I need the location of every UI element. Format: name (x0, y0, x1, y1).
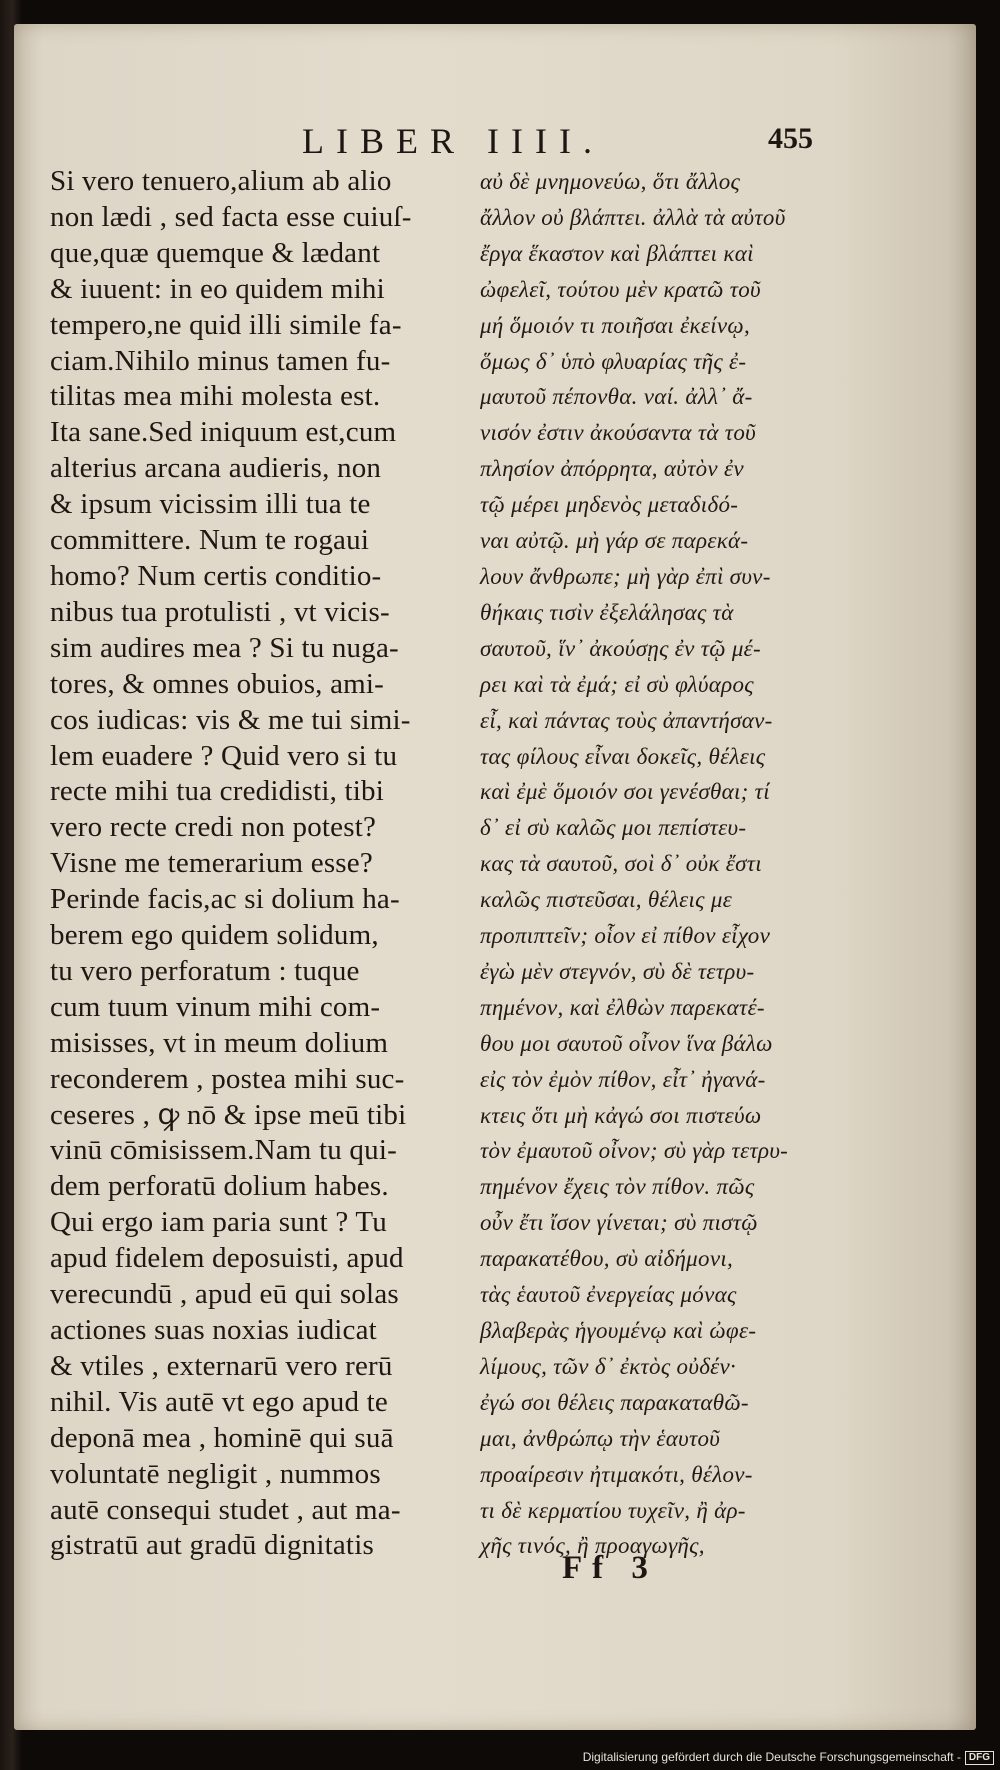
greek-text-line: τῷ μέρει μηδενὸς μεταδιδό- (480, 492, 739, 518)
greek-text-line: τὸν ἐμαυτοῦ οἶνον; σὺ γὰρ τετρυ- (480, 1138, 789, 1164)
latin-text-line: sim audires mea ? Si tu nuga- (50, 631, 399, 664)
latin-text-line: ciam.Nihilo minus tamen fu- (50, 344, 391, 377)
greek-text-line: καλῶς πιστεῦσαι, θέλεις με (480, 887, 733, 913)
greek-text-line: βλαβερὰς ἡγουμένῳ καὶ ὠφε- (480, 1318, 757, 1343)
greek-text-line: παρακατέθου, σὺ αἰδήμονι, (480, 1246, 734, 1272)
latin-text-line: ceseres , ꝙ nō & ipse meū tibi (50, 1098, 407, 1131)
greek-text-line: χῆς τινός, ἢ προαγωγῆς, (480, 1533, 705, 1559)
latin-text-line: committere. Num te rogaui (50, 524, 370, 557)
greek-text-line: κας τὰ σαυτοῦ, σοὶ δ᾽ οὐκ ἔστι (480, 851, 762, 877)
latin-text-line: actiones suas noxias iudicat (50, 1314, 377, 1346)
greek-text-line: κτεις ὅτι μὴ κἀγώ σοι πιστεύω (480, 1102, 762, 1128)
greek-text-line: εἶ, καὶ πάντας τοὺς ἀπαντήσαν- (480, 707, 773, 733)
greek-text-line: ναι αὐτῷ. μὴ γάρ σε παρεκά- (480, 528, 749, 554)
latin-text-line: deponā mea , hominē qui suā (50, 1421, 394, 1454)
greek-text-line: ἐγὼ μὲν στεγνόν, σὺ δὲ τετρυ- (480, 958, 755, 984)
greek-text-line: τὰς ἑαυτοῦ ἐνεργείας μόνας (480, 1282, 737, 1308)
greek-text-line: ἐγώ σοι θέλεις παρακαταθῶ- (480, 1389, 749, 1415)
greek-text-line: ὅμως δ᾽ ὑπὸ φλυαρίας τῆς ἐ- (480, 348, 747, 374)
latin-text-line: nihil. Vis autē vt ego apud te (50, 1385, 388, 1418)
latin-column (50, 164, 470, 1564)
greek-text-line: λίμους, τῶν δ᾽ ἐκτὸς οὐδέν· (480, 1353, 737, 1379)
greek-text-line: σαυτοῦ, ἵν᾽ ἀκούσῃς ἐν τῷ μέ- (480, 635, 761, 661)
greek-text-line: μή ὅμοιόν τι ποιῆσαι ἐκείνῳ, (480, 312, 751, 338)
latin-text-line: cum tuum vinum mihi com- (50, 990, 381, 1023)
greek-text-line: καὶ ἐμὲ ὅμοιόν σοι γενέσθαι; τί (480, 779, 770, 805)
latin-text-line: dem perforatū dolium habes. (50, 1170, 389, 1203)
dfg-logo: DFG (965, 1751, 994, 1765)
latin-text-line: que,quæ quemque & lædant (50, 236, 381, 269)
latin-text-line: Visne me temerarium esse? (50, 847, 373, 880)
latin-text-line: voluntatē negligit , nummos (50, 1457, 381, 1490)
greek-text-line: ἄλλον οὐ βλάπτει. ἀλλὰ τὰ αὐτοῦ (480, 204, 786, 230)
latin-text-line: tores, & omnes obuios, ami- (50, 667, 385, 700)
latin-text-line: reconderem , postea mihi suc- (50, 1062, 405, 1095)
greek-text-line: μαι, ἀνθρώπῳ τὴν ἑαυτοῦ (480, 1425, 721, 1451)
latin-text-line: tilitas mea mihi molesta est. (50, 380, 381, 413)
greek-text-line: θήκαις τισὶν ἐξελάλησας τὰ (480, 599, 734, 625)
greek-text-line: πημένον ἔχεις τὸν πίθον. πῶς (480, 1174, 755, 1200)
latin-text-line: vinū cōmisissem.Nam tu qui- (50, 1134, 397, 1167)
latin-text-line: Ita sane.Sed iniquum est,cum (50, 416, 397, 449)
latin-text-line: Si vero tenuero,alium ab alio (50, 165, 392, 197)
latin-text-line: autē consequi studet , aut ma- (50, 1493, 401, 1526)
greek-text-line: μαυτοῦ πέπονθα. ναί. ἀλλ᾽ ἄ- (480, 384, 753, 410)
latin-text-line: berem ego quidem solidum, (50, 919, 379, 952)
latin-text-line: lem euadere ? Quid vero si tu (50, 739, 398, 772)
latin-text-line: nibus tua protulisti , vt vicis- (50, 595, 390, 628)
latin-text-line: non lædi , sed facta esse cuiuſ- (50, 200, 412, 233)
greek-text-line: εἰς τὸν ἐμὸν πίθον, εἶτ᾽ ἠγανά- (480, 1066, 766, 1092)
greek-text-line: αὐ δὲ μνημονεύω, ὅτι ἄλλος (480, 169, 741, 194)
page-header (14, 120, 976, 160)
latin-text-line: vero recte credi non potest? (50, 811, 377, 844)
greek-text-line: προαίρεσιν ἠτιμακότι, θέλον- (480, 1461, 753, 1487)
greek-text-line: λουν ἄνθρωπε; μὴ γὰρ ἐπὶ συν- (480, 563, 771, 589)
latin-text-line: misisses, vt in meum dolium (50, 1026, 389, 1059)
greek-text-line: δ᾽ εἰ σὺ καλῶς μοι πεπίστευ- (480, 815, 747, 841)
latin-text-line: alterius arcana audieris, non (50, 452, 382, 485)
page-number: 455 (768, 122, 813, 155)
signature-mark: Ff 3 (562, 1550, 658, 1586)
greek-text-line: προπιπτεῖν; οἷον εἰ πίθον εἶχον (480, 923, 771, 949)
latin-text-line: apud fidelem deposuisti, apud (50, 1242, 404, 1275)
greek-text-line: ὠφελεῖ, τούτου μὲν κρατῶ τοῦ (480, 276, 761, 302)
latin-text-line: cos iudicas: vis & me tui simi- (50, 703, 411, 736)
latin-text-line: & ipsum vicissim illi tua te (50, 488, 371, 521)
latin-text-line: recte mihi tua credidisti, tibi (50, 775, 384, 808)
latin-text-line: tempero,ne quid illi simile fa- (50, 308, 402, 341)
greek-text-line: ρει καὶ τὰ ἐμά; εἰ σὺ φλύαρος (480, 671, 754, 697)
greek-text-line: πημένον, καὶ ἐλθὼν παρεκατέ- (480, 994, 765, 1020)
digitization-credit (583, 1750, 994, 1765)
greek-text-line: ἔργα ἕκαστον καὶ βλάπτει καὶ (480, 240, 754, 266)
greek-text-line: πλησίον ἀπόρρητα, αὐτὸν ἐν (480, 456, 744, 482)
greek-column (480, 164, 820, 1564)
latin-text-line: verecundū , apud eū qui solas (50, 1278, 399, 1311)
credit-text: Digitalisierung gefördert durch die Deutsche Forschungsgemeinschaft - (582, 1750, 961, 1764)
greek-text-line: θου μοι σαυτοῦ οἶνον ἵνα βάλω (480, 1030, 773, 1056)
latin-text-line: tu vero perforatum : tuque (50, 954, 360, 987)
latin-text-line: Qui ergo iam paria sunt ? Tu (50, 1206, 387, 1239)
latin-text-line: gistratū aut gradū dignitatis (50, 1529, 374, 1562)
latin-text-line: Perinde facis,ac si dolium ha- (50, 883, 400, 916)
greek-text-line: τας φίλους εἶναι δοκεῖς, θέλεις (480, 743, 766, 769)
greek-text-line: τι δὲ κερματίου τυχεῖν, ἢ ἀρ- (480, 1497, 746, 1523)
greek-text-line: νισόν ἐστιν ἀκούσαντα τὰ τοῦ (480, 420, 756, 446)
latin-text-line: & iuuent: in eo quidem mihi (50, 272, 385, 305)
latin-text-line: homo? Num certis conditio- (50, 559, 382, 592)
greek-text-line: οὖν ἔτι ἴσον γίνεται; σὺ πιστῷ (480, 1210, 758, 1236)
latin-text-line: & vtiles , externarū vero rerū (50, 1349, 393, 1382)
book-page (14, 24, 976, 1730)
running-title: LIBER IIII. (302, 121, 604, 161)
